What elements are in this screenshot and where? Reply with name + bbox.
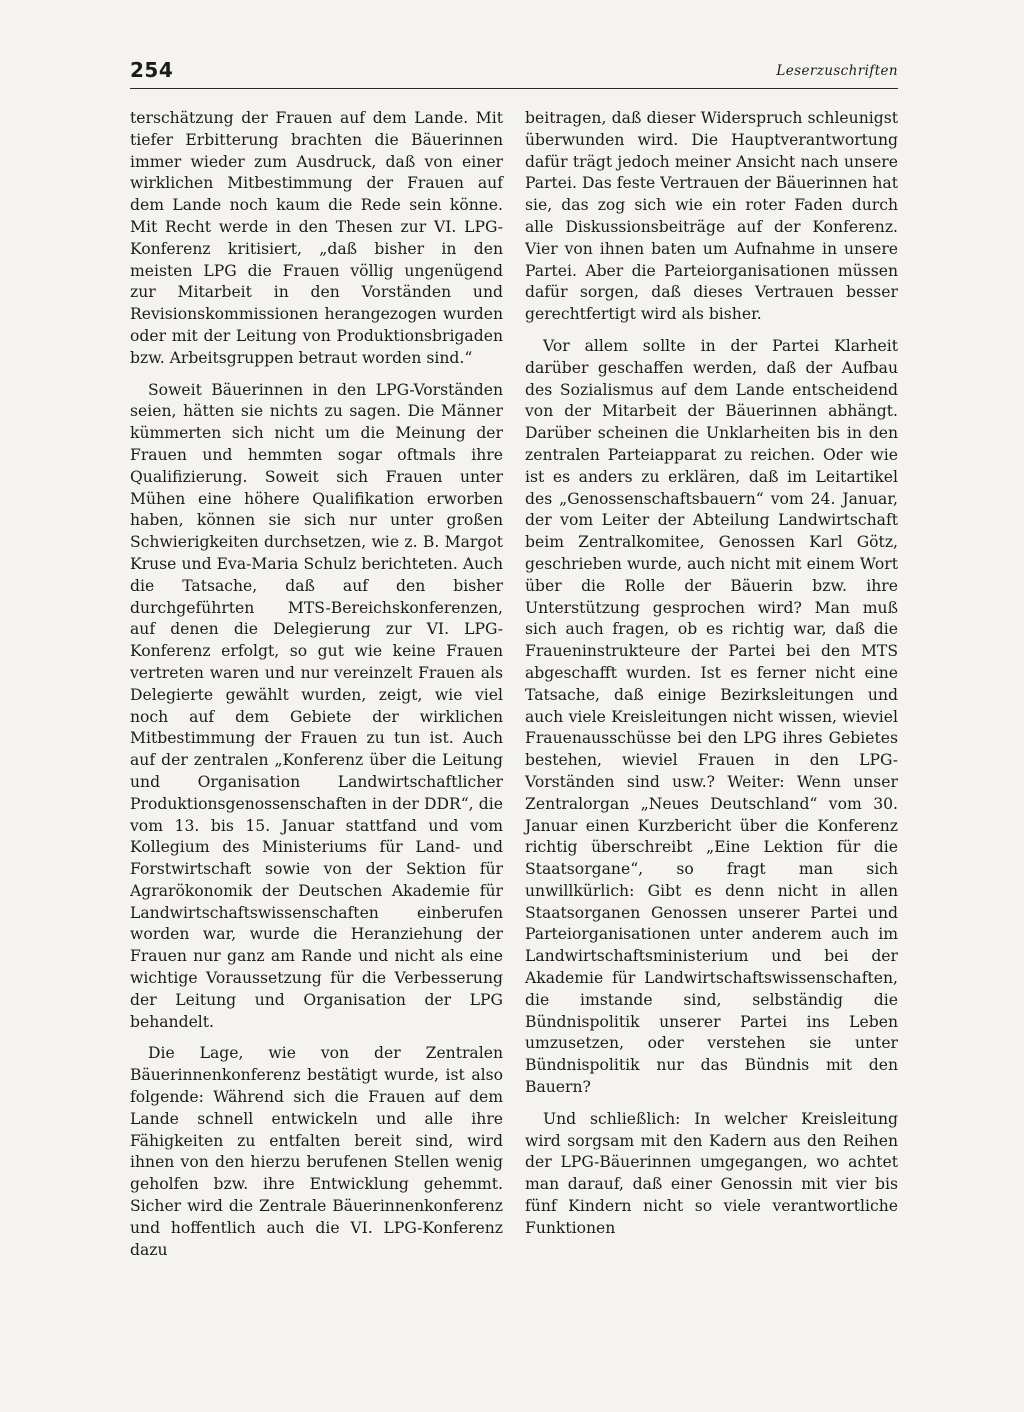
header-rule	[130, 88, 898, 89]
text-columns	[130, 108, 898, 1259]
paragraph: terschätzung der Frauen auf dem Lande. Mit tiefer Erbitterung brachten die Bäuerinnen immer wieder zum Ausdruck, daß von einer wirklichen Mitbestimmung der Frauen auf dem Lande noch kaum die Rede sein könne. Mit Recht werde in den Thesen zur VI. LPG-Konferenz kritisiert, „daß bisher in den meisten LPG die Frauen völlig ungenügend zur Mitarbeit in den Vorständen und Revisionskommissionen herangezogen wurden oder mit der Leitung von Produktionsbrigaden bzw. Arbeitsgruppen betraut worden sind.“	[130, 109, 503, 367]
paragraph: Und schließlich: In welcher Kreisleitung wird sorgsam mit den Kadern aus den Reihen der LPG-Bäuerinnen umgegangen, wo achtet man darauf, daß einer Genossin mit vier bis fünf Kindern nicht so viele verantwortliche Funktionen	[525, 1109, 898, 1237]
page-header	[130, 58, 898, 84]
right-column	[525, 108, 898, 1248]
left-column	[130, 108, 503, 1259]
paragraph: Vor allem sollte in der Partei Klarheit darüber geschaffen werden, daß der Aufbau des Sozialismus auf dem Lande entscheidend von der Mitarbeit der Bäuerinnen abhängt. Darüber scheinen die Unklarheiten bis in den zentralen Parteiapparat zu reichen. Oder wie ist es anders zu erklären, daß im Leitartikel des „Genossenschaftsbauern“ vom 24. Januar, der vom Leiter der Abteilung Landwirtschaft beim Zentralkomitee, Genossen Karl Götz, geschrieben wurde, auch nicht mit einem Wort über die Rolle der Bäuerin bzw. ihre Unterstützung gesprochen wird? Man muß sich auch fragen, ob es richtig war, daß die Fraueninstrukteure der Partei bei den MTS abgeschafft wurden. Ist es ferner nicht eine Tatsache, daß einige Bezirksleitungen und auch viele Kreisleitungen nicht wissen, wieviel Frauenausschüsse bei den LPG ihres Gebietes bestehen, wieviel Frauen in den LPG-Vorständen sind usw.? Weiter: Wenn unser Zentralorgan „Neues Deutschland“ vom 30. Januar einen Kurzbericht über die Konferenz richtig überschreibt „Eine Lektion für die Staatsorgane“, so fragt man sich unwillkürlich: Gibt es denn nicht in allen Staatsorganen Genossen unserer Partei und Parteiorganisationen unter anderem auch im Landwirtschaftsministerium und bei der Akademie für Landwirtschaftswissenschaften, die imstande sind, selbständig die Bündnispolitik unserer Partei ins Leben umzusetzen, oder verstehen sie unter Bündnispolitik nur das Bündnis mit den Bauern?	[525, 336, 898, 1097]
paragraph: Die Lage, wie von der Zentralen Bäuerinnenkonferenz bestätigt wurde, ist also folgende: Während sich die Frauen auf dem Lande schnell entwickeln und alle ihre Fähigkeiten zu entfalten bereit sind, wird ihnen von den hierzu berufenen Stellen wenig geholfen bzw. ihre Entwicklung gehemmt. Sicher wird die Zentrale Bäuerinnenkonferenz und hoffentlich auch die VI. LPG-Konferenz dazu	[130, 1044, 503, 1259]
paragraph: Soweit Bäuerinnen in den LPG-Vorständen seien, hätten sie nichts zu sagen. Die Männer kümmerten sich nicht um die Meinung der Frauen und hemmten sogar oftmals ihre Qualifizierung. Soweit sich Frauen unter Mühen eine höhere Qualifikation erworben haben, können sie sich nur unter großen Schwierigkeiten durchsetzen, wie z. B. Margot Kruse und Eva-Maria Schulz berichteten. Auch die Tatsache, daß auf den bisher durchgeführten MTS-Bereichskonferenzen, auf denen die Delegierung zur VI. LPG-Konferenz erfolgt, so gut wie keine Frauen vertreten waren und nur vereinzelt Frauen als Delegierte gewählt wurden, zeigt, wie viel noch auf dem Gebiete der wirklichen Mitbestimmung der Frauen zu tun ist. Auch auf der zentralen „Konferenz über die Leitung und Organisation Landwirtschaftlicher Produktionsgenossenschaften in der DDR“, die vom 13. bis 15. Januar stattfand und vom Kollegium des Ministeriums für Land- und Forstwirtschaft sowie von der Sektion für Agrarökonomik der Deutschen Akademie für Landwirtschaftswissenschaften einberufen worden war, wurde die Heranziehung der Frauen nur ganz am Rande und nicht als eine wichtige Voraussetzung für die Verbesserung der Leitung und Organisation der LPG behandelt.	[130, 380, 503, 1031]
paragraph: beitragen, daß dieser Widerspruch schleunigst überwunden wird. Die Hauptverantwortung dafür trägt jedoch meiner Ansicht nach unsere Partei. Das feste Vertrauen der Bäuerinnen hat sie, das zog sich wie ein roter Faden durch alle Diskussionsbeiträge auf der Konferenz. Vier von ihnen baten um Aufnahme in unsere Partei. Aber die Parteiorganisationen müssen dafür sorgen, daß dieses Vertrauen besser gerechtfertigt wird als bisher.	[525, 109, 898, 324]
running-head: Leserzuschriften	[776, 63, 898, 79]
page-number: 254	[130, 58, 174, 82]
